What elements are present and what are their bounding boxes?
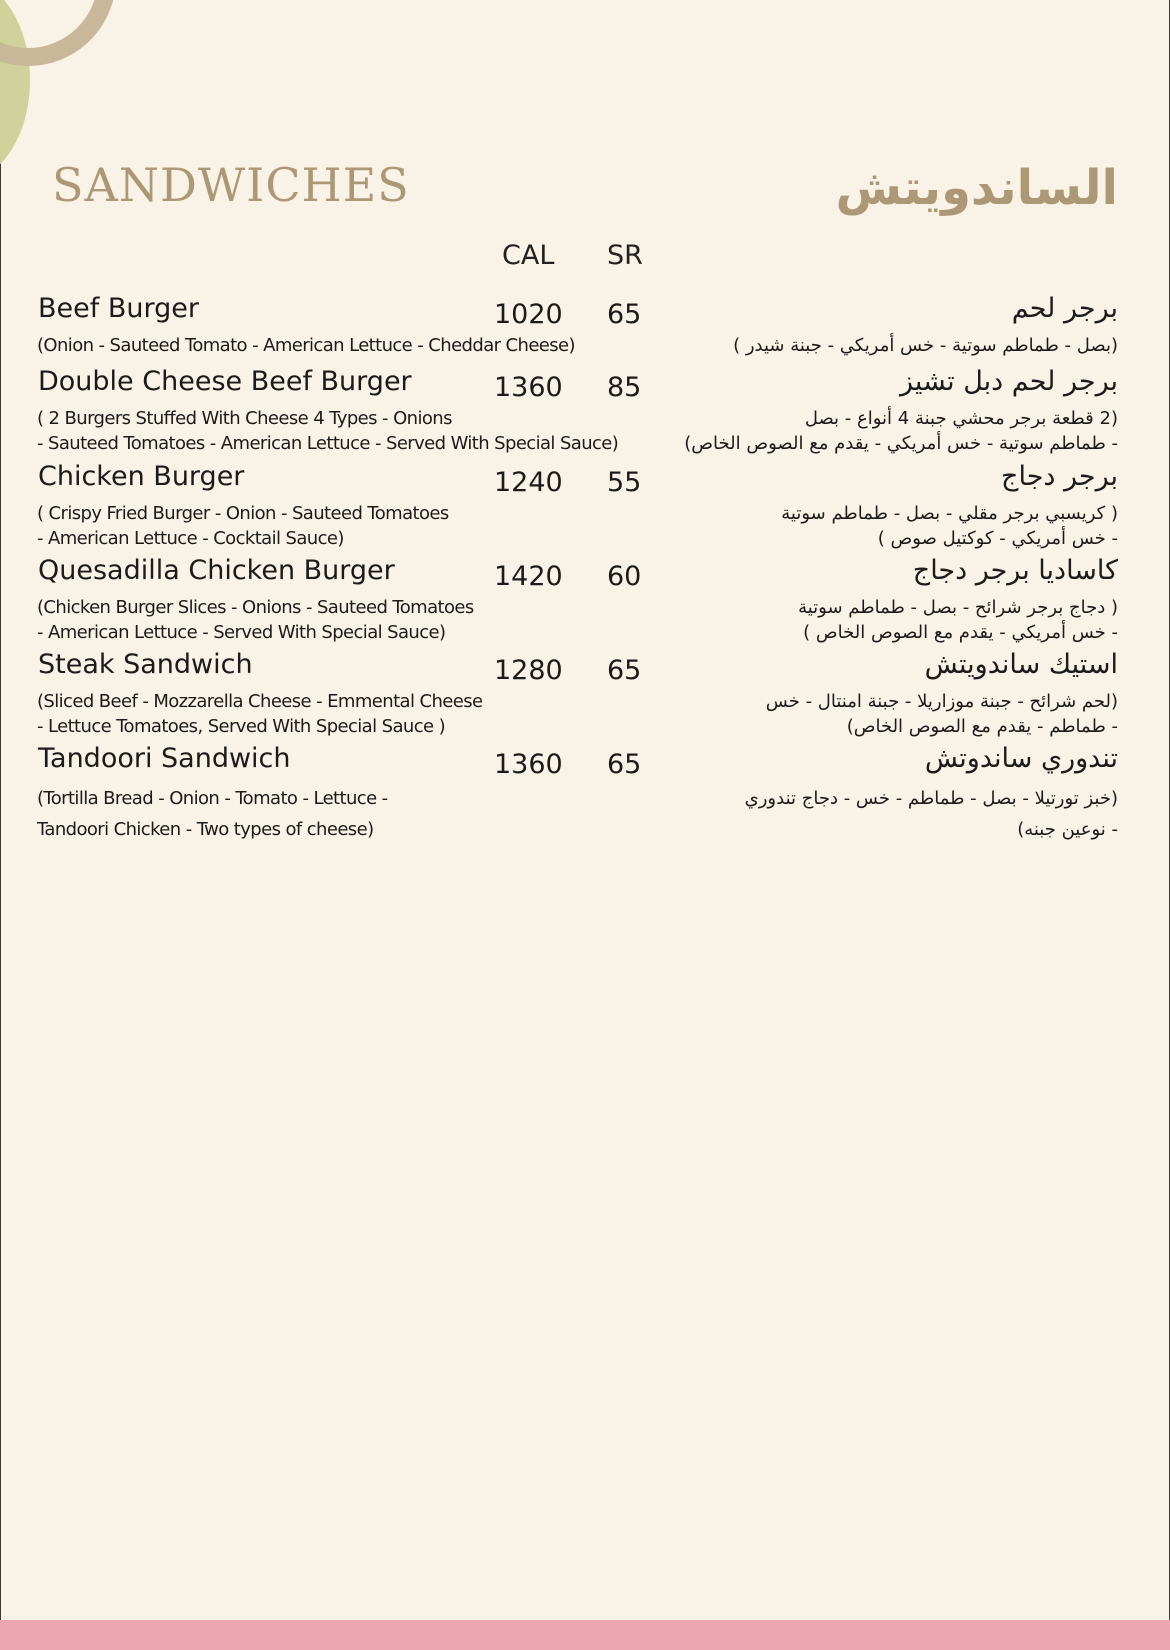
description-line-arabic: - طماطم سوتية - خس أمريكي - يقدم مع الصوص الخاص) [684, 433, 1118, 454]
left-border [0, 0, 1, 1620]
item-name-arabic: برجر دجاج [1001, 461, 1118, 492]
item-name-arabic: كاساديا برجر دجاج [912, 555, 1118, 586]
item-description [37, 406, 618, 456]
item-description [37, 689, 482, 739]
description-line-arabic: (خبز تورتيلا - بصل - طماطم - خس - دجاج تندوري [744, 788, 1118, 809]
description-line: (Sliced Beef - Mozzarella Cheese - Emmental Cheese [37, 691, 483, 712]
item-price: 65 [607, 749, 642, 780]
section-title-arabic: الساندويتش [835, 160, 1118, 216]
description-line: (Onion - Sauteed Tomato - American Lettuce - Cheddar Cheese) [37, 335, 575, 356]
description-line-arabic: ( كريسبي برجر مقلي - بصل - طماطم سوتية [781, 503, 1118, 524]
item-name: Double Cheese Beef Burger [38, 366, 412, 397]
item-price: 60 [607, 561, 642, 592]
item-description-arabic [745, 783, 1118, 845]
decorative-ring-shape [0, 0, 116, 66]
item-price: 85 [607, 372, 642, 403]
item-description [37, 783, 388, 845]
item-name-arabic: استيك ساندويتش [924, 649, 1118, 680]
item-name: Quesadilla Chicken Burger [38, 555, 395, 586]
item-calories: 1240 [494, 467, 563, 498]
description-line: - American Lettuce - Served With Special Sauce) [37, 622, 446, 643]
description-line-arabic: ( دجاج برجر شرائح - بصل - طماطم سوتية [798, 597, 1118, 618]
item-name-arabic: برجر لحم [1011, 293, 1118, 324]
item-name: Beef Burger [38, 293, 199, 324]
section-title-english: SANDWICHES [52, 158, 410, 212]
description-line-arabic: (2 قطعة برجر محشي جبنة 4 أنواع - بصل [804, 408, 1118, 429]
item-calories: 1020 [494, 299, 563, 330]
description-line-arabic: - طماطم - يقدم مع الصوص الخاص) [846, 716, 1118, 737]
item-price: 65 [607, 299, 642, 330]
description-line: (Tortilla Bread - Onion - Tomato - Lettuce - [37, 788, 388, 809]
item-calories: 1280 [494, 655, 563, 686]
description-line: - Sauteed Tomatoes - American Lettuce - Served With Special Sauce) [37, 433, 619, 454]
calories-column-header: CAL [502, 240, 555, 271]
item-name: Chicken Burger [38, 461, 245, 492]
description-line: - American Lettuce - Cocktail Sauce) [37, 528, 344, 549]
item-calories: 1360 [494, 372, 563, 403]
item-description [37, 501, 449, 551]
item-price: 65 [607, 655, 642, 686]
price-column-header: SR [607, 240, 643, 271]
item-name-arabic: تندوري ساندوتش [924, 743, 1118, 774]
item-name: Tandoori Sandwich [38, 743, 291, 774]
footer-bar [0, 1620, 1170, 1650]
item-description [37, 595, 474, 645]
description-line-arabic: - خس أمريكي - يقدم مع الصوص الخاص ) [803, 622, 1118, 643]
item-price: 55 [607, 467, 642, 498]
description-line: - Lettuce Tomatoes, Served With Special Sauce ) [37, 716, 446, 737]
description-line: Tandoori Chicken - Two types of cheese) [37, 819, 374, 840]
description-line-arabic: (لحم شرائح - جبنة موزاريلا - جبنة امنتال - خس [765, 691, 1118, 712]
item-description-arabic [684, 406, 1118, 456]
item-description-arabic [781, 501, 1118, 551]
item-calories: 1360 [494, 749, 563, 780]
item-calories: 1420 [494, 561, 563, 592]
description-line-arabic: - نوعين جبنه) [1017, 819, 1118, 840]
description-line-arabic: (بصل - طماطم سوتية - خس أمريكي - جبنة شيدر ) [733, 335, 1118, 356]
description-line: ( Crispy Fried Burger - Onion - Sauteed Tomatoes [37, 503, 449, 524]
item-description-arabic [798, 595, 1118, 645]
item-description-arabic [766, 689, 1118, 739]
item-description-arabic [733, 333, 1118, 358]
description-line-arabic: - خس أمريكي - كوكتيل صوص ) [877, 528, 1118, 549]
description-line: ( 2 Burgers Stuffed With Cheese 4 Types - Onions [37, 408, 452, 429]
item-description [37, 333, 575, 358]
item-name-arabic: برجر لحم دبل تشيز [899, 366, 1118, 397]
item-name: Steak Sandwich [38, 649, 253, 680]
description-line: (Chicken Burger Slices - Onions - Sauteed Tomatoes [37, 597, 474, 618]
